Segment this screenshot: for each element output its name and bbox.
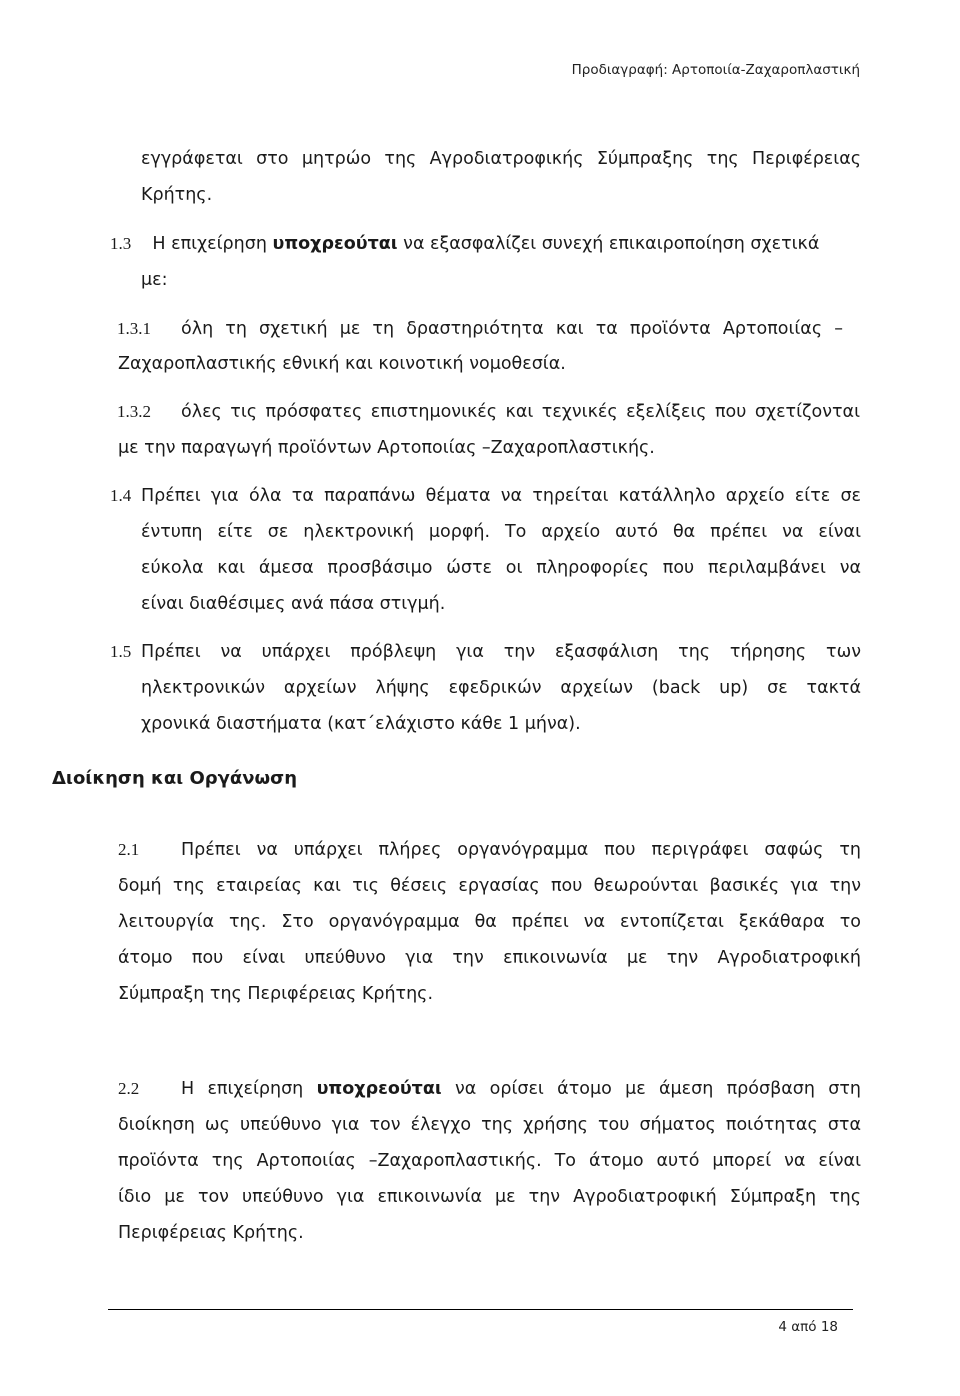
item-2-2-line-5: Περιφέρειας Κρήτης. — [118, 1223, 304, 1243]
item-1-4-line-2: έντυπη είτε σε ηλεκτρονική μορφή. Το αρχείο αυτό θα πρέπει να είναι — [141, 522, 861, 542]
item-2-1-number: 2.1 — [118, 840, 140, 859]
item-2-1-line-5: Σύμπραξη της Περιφέρειας Κρήτης. — [118, 984, 434, 1004]
item-2-2-text-pre: Η επιχείρηση — [181, 1079, 304, 1099]
item-1-5-line-2: ηλεκτρονικών αρχείων λήψης εφεδρικών αρχείων (back up) σε τακτά — [141, 678, 861, 698]
item-1-3-line-1 — [110, 232, 861, 256]
item-1-3-text-pre: Η επιχείρηση — [152, 234, 267, 254]
item-2-2-text-bold: υποχρεούται — [316, 1079, 442, 1099]
item-1-5-line-3: χρονικά διαστήματα (κατ΄ελάχιστο κάθε 1 μήνα). — [141, 714, 581, 734]
section-heading-administration: Διοίκηση και Οργάνωση — [52, 768, 298, 789]
item-1-4-line-3: εύκολα και άμεσα προσβάσιμο ώστε οι πληροφορίες που περιλαμβάνει να — [141, 558, 861, 578]
item-2-2-line-2: διοίκηση ως υπεύθυνο για τον έλεγχο της χρήσης του σήματος ποιότητας στα — [118, 1115, 861, 1135]
item-1-4-line-4: είναι διαθέσιμες ανά πάσα στιγμή. — [141, 594, 446, 614]
item-1-3-line-2: με: — [141, 270, 168, 290]
item-1-4-number: 1.4 — [110, 486, 132, 505]
item-2-1-line-4: άτομο που είναι υπεύθυνο για την επικοινωνία με την Αγροδιατροφική — [118, 948, 861, 968]
item-1-5-number: 1.5 — [110, 642, 132, 661]
intro-line-1: εγγράφεται στο μητρώο της Αγροδιατροφικής Σύμπραξης της Περιφέρειας — [141, 149, 861, 169]
item-1-3-1-line-1: όλη τη σχετική με τη δραστηριότητα και τα προϊόντα Αρτοποιίας – — [181, 319, 843, 339]
item-1-3-number: 1.3 — [110, 234, 132, 253]
intro-line-2: Κρήτης. — [141, 185, 213, 205]
item-2-2-line-4: ίδιο με τον υπεύθυνο για επικοινωνία με την Αγροδιατροφική Σύμπραξη της — [118, 1187, 861, 1207]
item-2-2-number: 2.2 — [118, 1079, 140, 1098]
item-1-3-2-line-2: με την παραγωγή προϊόντων Αρτοποιίας –Ζαχαροπλαστικής. — [118, 438, 655, 458]
item-2-1-line-3: λειτουργία της. Στο οργανόγραμμα θα πρέπει να εντοπίζεται ξεκάθαρα το — [118, 912, 861, 932]
item-2-2-text-post: να ορίσει άτομο με άμεση πρόσβαση στη — [455, 1079, 861, 1099]
item-2-1-line-2: δομή της εταιρείας και τις θέσεις εργασίας που θεωρούνται βασικές για την — [118, 876, 861, 896]
item-2-2-line-1 — [181, 1077, 861, 1101]
item-1-3-2-number: 1.3.2 — [117, 402, 151, 421]
item-2-1-line-1: Πρέπει να υπάρχει πλήρες οργανόγραμμα που περιγράφει σαφώς τη — [181, 840, 861, 860]
item-2-2-line-3: προϊόντα της Αρτοποιίας –Ζαχαροπλαστικής. Το άτομο αυτό μπορεί να είναι — [118, 1151, 861, 1171]
item-1-3-text-post: να εξασφαλίζει συνεχή επικαιροποίηση σχετικά — [403, 234, 820, 254]
item-1-3-1-line-2: Ζαχαροπλαστικής εθνική και κοινοτική νομοθεσία. — [118, 354, 566, 374]
item-1-3-1-number: 1.3.1 — [117, 319, 151, 338]
item-1-3-2-line-1: όλες τις πρόσφατες επιστημονικές και τεχνικές εξελίξεις που σχετίζονται — [181, 402, 860, 422]
page-header-title: Προδιαγραφή: Αρτοποιία-Ζαχαροπλαστική — [571, 62, 860, 78]
footer-divider — [108, 1309, 853, 1310]
item-1-3-text-bold: υποχρεούται — [272, 234, 398, 254]
page-number: 4 από 18 — [778, 1319, 838, 1335]
item-1-5-line-1: Πρέπει να υπάρχει πρόβλεψη για την εξασφάλιση της τήρησης των — [141, 642, 861, 662]
item-1-4-line-1: Πρέπει για όλα τα παραπάνω θέματα να τηρείται κατάλληλο αρχείο είτε σε — [141, 486, 861, 506]
